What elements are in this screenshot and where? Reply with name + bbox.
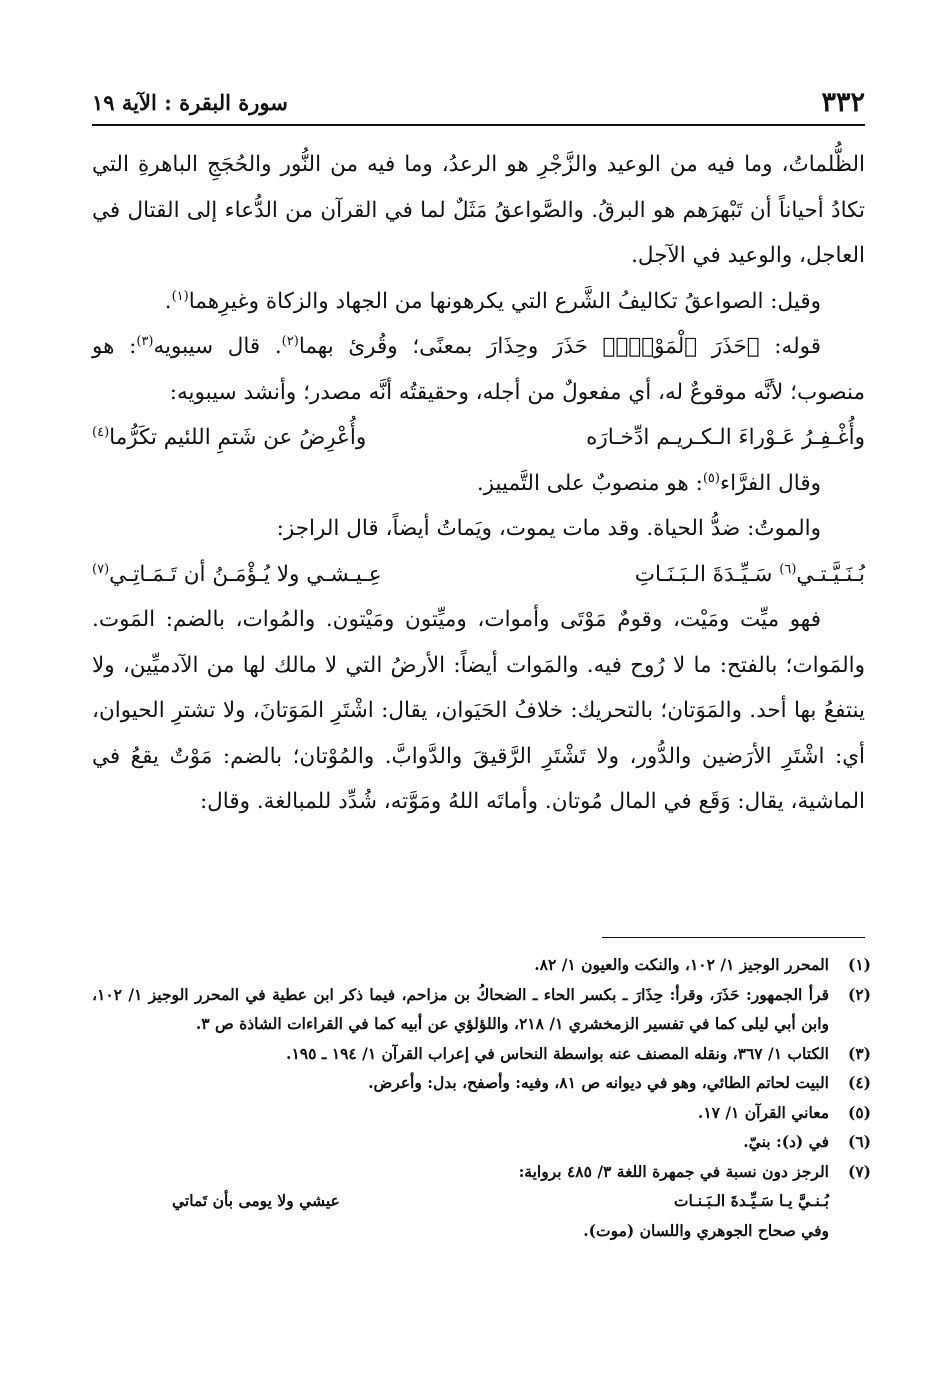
footnote-6 — [92, 1127, 871, 1157]
paragraph-2: وقيل: الصواعقُ تكاليفُ الشَّرع التي يكرهونها من الجهاد والزكاة وغيرِهما$^{(١)}$. — [164, 288, 821, 314]
footnote-5 — [92, 1098, 871, 1128]
footnote-ref-3[interactable]: (٣) — [136, 333, 154, 349]
verse-2-hemistich-a — [635, 552, 865, 598]
page-number: ٣٣٢ — [821, 87, 865, 118]
main-text — [92, 142, 865, 825]
footnote-text: الكتاب ١/ ٣٦٧، ونقله المصنف عنه بواسطة النحاس في إعراب القرآن ١/ ١٩٤ ـ ١٩٥. — [286, 1043, 829, 1063]
verse-2-word-b: سَـيِّـدَةَ الـبَـنَـاتِ — [634, 561, 780, 587]
footnote-text: معاني القرآن ١/ ١٧. — [697, 1102, 829, 1122]
verse-1-hemistich-a: وأُغْـفِـرُ عَـوْراءَ الـكـريـم ادِّخـارَه — [586, 425, 865, 450]
footnote-number: (١) — [847, 955, 871, 974]
footnote-ref-4[interactable]: (٤) — [92, 424, 110, 440]
paragraph-1: الظُّلماتُ، وما فيه من الوعيد والزَّجْرِ هو الرعدُ، وما فيه من النُّور والحُجَجِ الباهرةِ التي تكادُ أحياناً أن تَبْهرَهم هو البرقُ. والصَّواعقُ مَثَلٌ لما في القرآن من الدُّعاء إلى القتال في العاجل، والوعيد في الآجل. — [92, 152, 865, 268]
paragraph-4-part-a: وقال الفرَّاء — [719, 470, 821, 496]
footnote-ref-6[interactable]: (٦) — [779, 561, 797, 577]
paragraph-3-part-c: : هو منصوب؛ لأنَّه موقوعٌ له، أي مفعولٌ من أجله، وحقيقتُه أنَّه مصدر؛ وأنشد سيبويه: — [92, 334, 865, 405]
footnotes — [92, 950, 871, 1245]
footnote-number: (٥) — [847, 1102, 871, 1122]
paragraph-2-text: وقيل: الصواعقُ تكاليفُ الشَّرع التي يكرهونها من الجهاد والزكاة وغيرِهما — [188, 288, 821, 314]
running-title: سورة البقرة : الآية ١٩ — [92, 90, 288, 115]
verse-line-1 — [92, 415, 865, 461]
footnote-7-verse-b: عيشي ولا يومى بأن تَماتي — [172, 1191, 340, 1210]
paragraph-3-part-a: قوله: ﴿حَذَرَ ٱلْمَوْتِۚ﴾ حَذَرَ وحِذَارَ بمعنًى؛ وقُرئ بهما — [298, 334, 822, 359]
verse-1-hemistich-b-text: وأُعْرِضُ عن شَتمِ اللئيم تكَرُّما — [109, 425, 367, 450]
footnote-text: المحرر الوجيز ١/ ١٠٢، والنكت والعيون ١/ ٨٢. — [534, 955, 829, 974]
verse-line-2 — [92, 552, 865, 598]
footnote-text: في (د): بنيّ. — [743, 1132, 829, 1151]
footnote-number: (٣) — [847, 1043, 871, 1063]
footnote-number: (٦) — [847, 1132, 871, 1151]
paragraph-4-part-b: : هو منصوبٌ على التَّمييز. — [476, 470, 703, 496]
footnote-7-verse-a: بُـنـيَّ يـا سَـيِّـدةَ الـبَـنـات — [673, 1191, 829, 1210]
verse-2-hemistich-b-text: عِـيـشـي ولا يُـؤْمَـنُ أن تَـمَـاتِـي — [109, 561, 382, 587]
verse-1-hemistich-b — [92, 415, 366, 461]
verse-2-hemistich-b — [92, 552, 382, 598]
paragraph-3-part-b: . قال سيبويه — [153, 334, 282, 359]
footnote-divider — [602, 937, 865, 938]
footnote-4 — [92, 1068, 871, 1098]
footnote-3 — [92, 1039, 871, 1069]
footnote-ref-5[interactable]: (٥) — [702, 470, 720, 486]
footnote-spacer — [829, 1216, 871, 1246]
footnote-text: البيت لحاتم الطائي، وهو في ديوانه ص ٨١، وفيه: وأصفح، بدل: وأعرض. — [368, 1073, 829, 1092]
footnote-2 — [92, 980, 871, 1039]
footnote-ref-7[interactable]: (٧) — [92, 561, 110, 577]
footnote-number: (٤) — [847, 1073, 871, 1092]
running-header — [92, 84, 865, 126]
verse-2-word-a: بُـنَـيَّـتـي — [796, 561, 865, 587]
footnote-ref-2[interactable]: (٢) — [281, 333, 299, 349]
footnote-text: وفي صحاح الجوهري واللسان (موت). — [583, 1220, 829, 1240]
footnote-7-tail — [92, 1216, 871, 1246]
footnote-7-verse — [92, 1186, 871, 1216]
footnote-ref-1[interactable]: (١) — [171, 288, 189, 304]
paragraph-5: والموتُ: ضدُّ الحياة. وقد مات يموت، ويَماتُ أيضاً، قال الراجز: — [276, 516, 821, 541]
footnote-1 — [92, 950, 871, 980]
paragraph-6: فهو ميِّت ومَيْت، وقومٌ مَوْتَى وأموات، وميِّتون ومَيْتون. والمُوات، بالضم: المَوت. والمَوات؛ بالفتح: ما لا رُوح فيه. والمَوات أيضاً: الأرضُ التي لا مالك لها من الآدميِّين، ولا ينتفعُ بها أحد. والمَوَتان؛ بالتحريك: خلافُ الحَيَوان، يقال: اشْتَرِ المَوَتانَ، ولا تشترِ الحيوان، أي: اشْتَرِ الأرَضين والدُّور، ولا تَشْتَرِ الرَّقيقَ والدَّوابَّ. والمُوْتان؛ بالضم: مَوْتٌ يقعُ في الماشية، يقال: وَقَع في المال مُوتان. وأماتَه اللهُ ومَوَّته، شُدِّد للمبالغة. وقال: — [92, 607, 865, 814]
footnote-number: (٧) — [847, 1161, 871, 1181]
footnote-text: قرأ الجمهور: حَذَرَ، وقرأ: حِذَارَ ـ بكسر الحاء ـ الضحاكُ بن مزاحم، فيما ذكر ابن عطية في المحرر الوجيز ١/ ١٠٢، وابن أبي ليلى كما في تفسير الزمخشري ١/ ٢١٨، واللؤلؤي عن أبيه كما في القراءات الشاذة ص ٣. — [92, 984, 829, 1033]
paragraph-3 — [92, 324, 865, 415]
footnote-text: الرجز دون نسبة في جمهرة اللغة ٣/ ٤٨٥ برواية: — [518, 1161, 829, 1181]
paragraph-4 — [92, 461, 865, 507]
footnote-number: (٢) — [847, 984, 871, 1004]
footnote-7 — [92, 1157, 871, 1187]
